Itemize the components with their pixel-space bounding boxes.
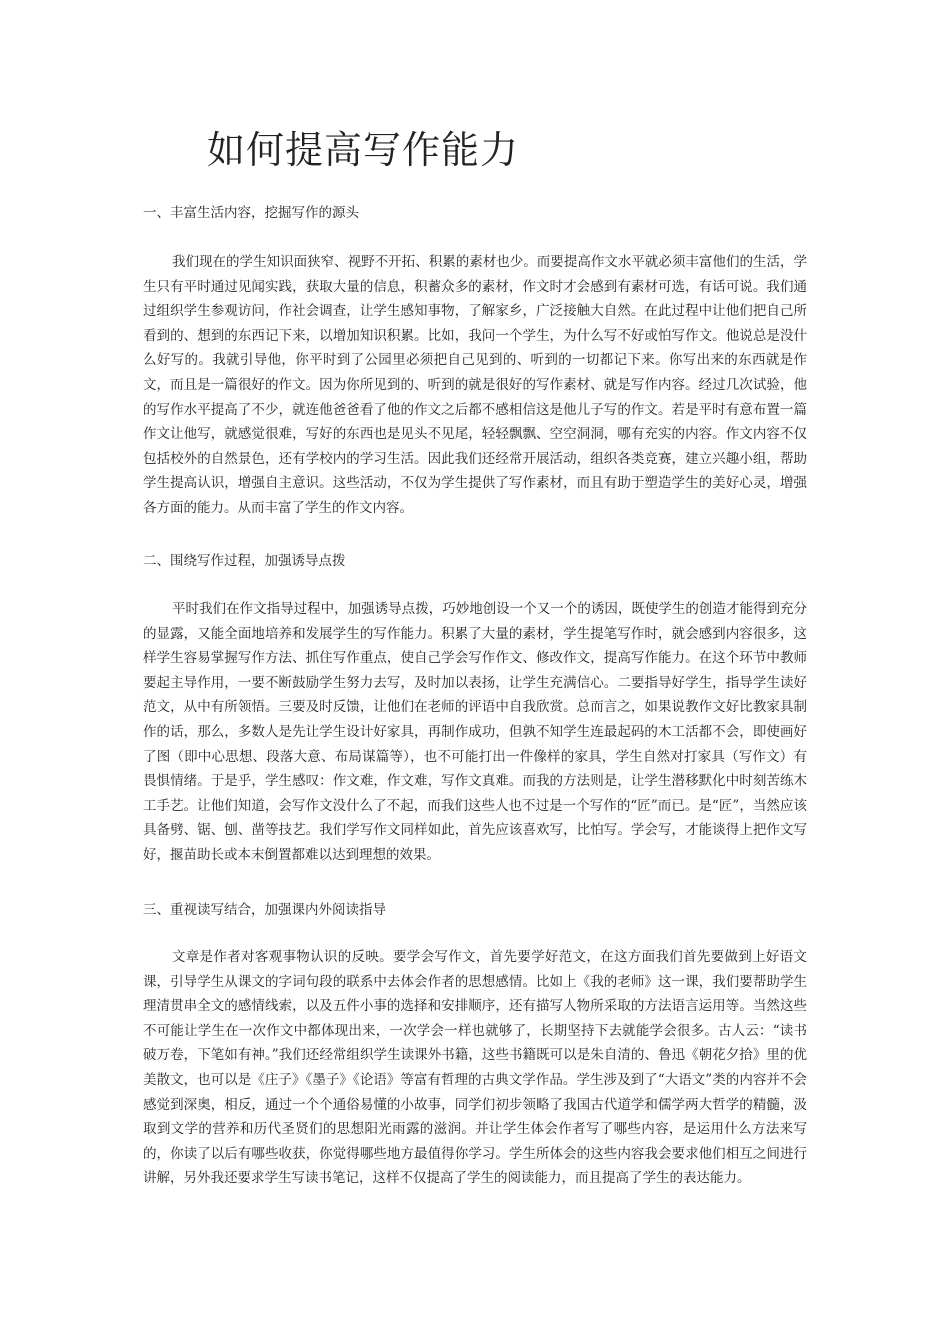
section-body-1: 我们现在的学生知识面狭窄、视野不开拓、积累的素材也少。而要提高作文水平就必须丰富他们的生活，学生只有平时通过见闻实践，获取大量的信息，积蓄众多的素材，作文时才会感到有素材可选，有话可说。我们通过组织学生参观访问，作社会调查，让学生感知事物，了解家乡，广泛接触大自然。在此过程中让他们把自己所看到的、想到的东西记下来，以增加知识积累。比如，我问一个学生，为什么写不好或怕写作文。他说总是没什么好写的。我就引导他，你平时到了公园里必须把自己见到的、听到的一切都记下来。你写出来的东西就是作文，而且是一篇很好的作文。因为你所见到的、听到的就是很好的写作素材、就是写作内容。经过几次试验，他的写作水平提高了不少，就连他爸爸看了他的作文之后都不感相信这是他儿子写的作文。若是平时有意布置一篇作文让他写，就感觉很难，写好的东西也是见头不见尾，轻轻飘飘、空空洞洞，哪有充实的内容。作文内容不仅包括校外的自然景色，还有学校内的学习生活。因此我们还经常开展活动，组织各类竞赛，建立兴趣小组，帮助学生提高认识，增强自主意识。这些活动，不仅为学生提供了写作素材，而且有助于塑造学生的美好心灵，增强各方面的能力。从而丰富了学生的作文内容。 [143,254,807,516]
section-body-3: 文章是作者对客观事物认识的反映。要学会写作文，首先要学好范文，在这方面我们首先要做到上好语文课，引导学生从课文的字词句段的联系中去体会作者的思想感情。比如上《我的老师》这一课，我们要帮助学生理清贯串全文的感情线索，以及五件小事的选择和安排顺序，还有描写人物所采取的方法语言运用等。当然这些不可能让学生在一次作文中都体现出来，一次学会一样也就够了，长期坚持下去就能学会很多。古人云：“读书破万卷，下笔如有神。”我们还经常组织学生读课外书籍，这些书籍既可以是朱自清的、鲁迅《朝花夕拾》里的优美散文，也可以是《庄子》《墨子》《论语》等富有哲理的古典文学作品。学生涉及到了“大语文”类的内容并不会感觉到深奥，相反，通过一个个通俗易懂的小故事，同学们初步领略了我国古代道学和儒学两大哲学的精髓，汲取到文学的营养和历代圣贤们的思想阳光雨露的滋润。并让学生体会作者写了哪些内容，是运用什么方法来写的，你读了以后有哪些收获，你觉得哪些地方最值得你学习。学生所体会的这些内容我会要求他们相互之间进行讲解，另外我还要求学生写读书笔记，这样不仅提高了学生的阅读能力，而且提高了学生的表达能力。 [143,949,807,1187]
section-heading-2: 二、围绕写作过程，加强诱导点拨 [143,553,346,569]
section-heading-3: 三、重视读写结合，加强课内外阅读指导 [143,902,386,918]
section-body-2: 平时我们在作文指导过程中，加强诱导点拨，巧妙地创设一个又一个的诱因，既使学生的创造才能得到充分的显露，又能全面地培养和发展学生的写作能力。积累了大量的素材，学生提笔写作时，就会感到内容很多，这样学生容易掌握写作方法、抓住写作重点，使自己学会写作作文、修改作文，提高写作能力。在这个环节中教师要起主导作用，一要不断鼓励学生努力去写，及时加以表扬，让学生充满信心。二要指导好学生，指导学生读好范文，从中有所领悟。三要及时反馈，让他们在老师的评语中自我欣赏。总而言之，如果说教作文好比教家具制作的话，那么，多数人是先让学生设计好家具，再制作成功，但孰不知学生连最起码的木工活都不会，即使画好了图（即中心思想、段落大意、布局谋篇等），也不可能打出一件像样的家具，学生自然对打家具（写作文）有畏惧情绪。于是乎，学生感叹：作文难，作文难，写作文真难。而我的方法则是，让学生潜移默化中时刻苦练木工手艺。让他们知道，会写作文没什么了不起，而我们这些人也不过是一个写作的“匠”而已。是“匠”，当然应该具备劈、锯、刨、凿等技艺。我们学写作文同样如此，首先应该喜欢写，比怕写。学会写，才能谈得上把作文写好，揠苗助长或本末倒置都难以达到理想的效果。 [143,601,807,863]
section-heading-1: 一、丰富生活内容，挖掘写作的源头 [143,205,359,221]
page-title: 如何提高写作能力 [207,128,520,172]
